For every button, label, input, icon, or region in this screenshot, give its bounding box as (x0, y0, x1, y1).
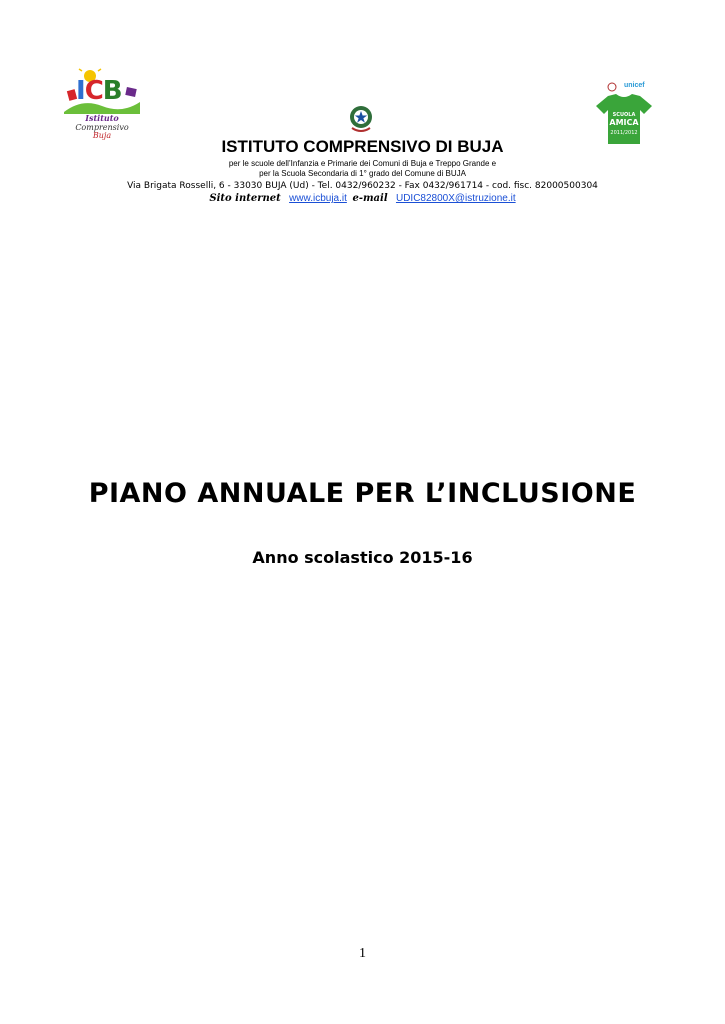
shirt-text-2: AMICA (609, 118, 639, 127)
logo-line-comprensivo: Comprensivo (75, 123, 129, 132)
icb-letter-i: I (76, 76, 85, 106)
header-address: Via Brigata Rosselli, 6 - 33030 BUJA (Ud) - Tel. 0432/960232 - Fax 0432/961714 - cod. fisc. 82000500304 (127, 181, 598, 191)
icb-letter-b: B (102, 76, 122, 106)
header-subtitle-2: per la Scuola Secondaria di 1° grado del Comune di BUJA (259, 169, 466, 178)
page-number: 1 (359, 946, 366, 961)
site-label: Sito internet (209, 193, 281, 204)
unicef-text: unicef (624, 82, 645, 89)
italian-republic-emblem-icon (348, 104, 374, 134)
logo-line-istituto: Istituto (85, 113, 119, 123)
icb-letters (76, 76, 122, 106)
email-link[interactable]: UDIC82800X@istruzione.it (395, 193, 516, 204)
shirt-text-1: SCUOLA (612, 112, 636, 118)
header-subtitle-1: per le scuole dell’Infanzia e Primarie dei Comuni di Buja e Treppo Grande e (228, 159, 497, 168)
scuola-amica-logo (594, 82, 654, 144)
header-contacts (0, 193, 725, 204)
school-name: ISTITUTO COMPRENSIVO DI BUJA (221, 137, 504, 156)
icb-letter-c: C (84, 76, 103, 106)
shirt-year: 2011/2012 (610, 130, 638, 136)
ministry-emblem-icon (606, 82, 618, 92)
logo-line-buja: Buja (92, 131, 112, 140)
icb-logo (62, 68, 142, 140)
school-year: Anno scolastico 2015-16 (252, 548, 473, 567)
site-link[interactable]: www.icbuja.it (289, 193, 347, 204)
email-label: e-mail (352, 193, 388, 204)
document-title: PIANO ANNUALE PER L’INCLUSIONE (88, 478, 637, 509)
